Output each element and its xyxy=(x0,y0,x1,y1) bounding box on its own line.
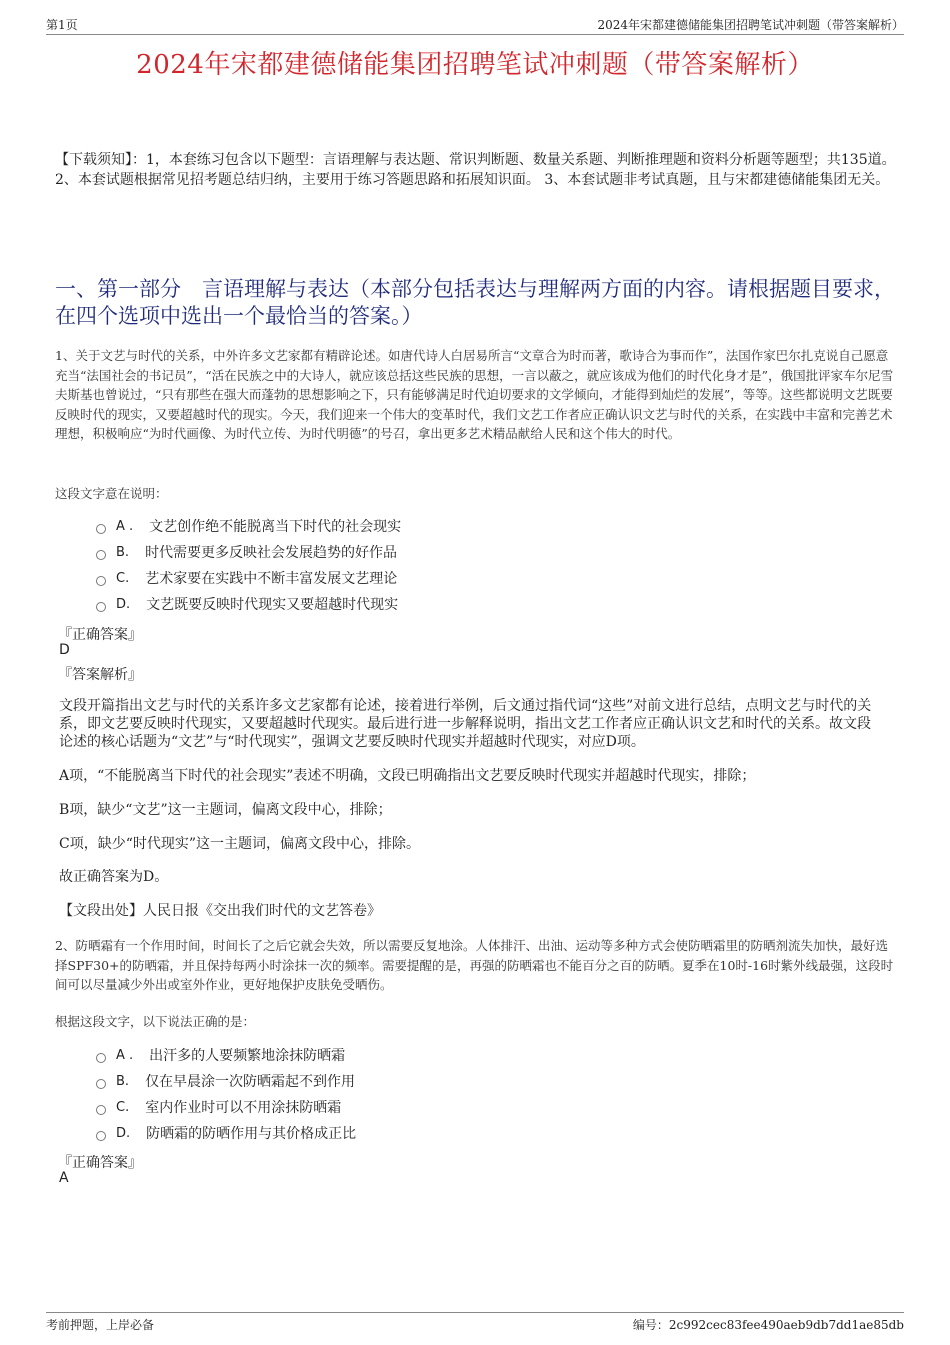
option-letter: C. xyxy=(116,1099,130,1115)
option-text: 时代需要更多反映社会发展趋势的好作品 xyxy=(145,545,398,561)
analysis-paragraph: 故正确答案为D。 xyxy=(59,869,169,885)
question-2-prompt: 根据这段文字，以下说法正确的是： xyxy=(55,1014,256,1029)
footer-serial: 编号：2c992cec83fee490aeb9db7dd1ae85db xyxy=(632,1318,904,1332)
analysis-paragraph: A项，“不能脱离当下时代的社会现实”表述不明确，文段已明确指出文艺要反映时代现实并超越时代现实，排除； xyxy=(59,768,756,784)
radio-icon[interactable] xyxy=(96,576,106,586)
option-letter: B. xyxy=(116,544,130,560)
radio-icon[interactable] xyxy=(96,602,106,612)
option-text: 文艺既要反映时代现实又要超越时代现实 xyxy=(146,597,399,613)
question-1-answer-label: 『正确答案』 xyxy=(58,627,142,643)
radio-icon[interactable] xyxy=(96,1105,106,1115)
header-doc-title: 2024年宋都建德储能集团招聘笔试冲刺题（带答案解析） xyxy=(597,18,904,32)
page-number: 第1页 xyxy=(46,18,78,32)
radio-icon[interactable] xyxy=(96,1131,106,1141)
analysis-paragraph: B项，缺少“文艺”这一主题词，偏离文段中心，排除； xyxy=(59,802,392,818)
question-1-answer: D xyxy=(59,642,70,658)
question-2-option-c[interactable] xyxy=(96,1097,341,1117)
footer-slogan: 考前押题，上岸必备 xyxy=(46,1318,155,1332)
option-letter: A . xyxy=(116,1047,134,1063)
question-2-option-a[interactable] xyxy=(96,1045,345,1065)
radio-icon[interactable] xyxy=(96,1079,106,1089)
option-text: 防晒霜的防晒作用与其价格成正比 xyxy=(146,1126,357,1142)
question-1-prompt: 这段文字意在说明： xyxy=(55,486,168,501)
option-letter: C. xyxy=(116,570,130,586)
radio-icon[interactable] xyxy=(96,524,106,534)
option-text: 艺术家要在实践中不断丰富发展文艺理论 xyxy=(145,571,398,587)
option-letter: D. xyxy=(116,596,131,612)
question-1-analysis-label: 『答案解析』 xyxy=(58,667,142,683)
section-title: 一、第一部分 言语理解与表达（本部分包括表达与理解两方面的内容。请根据题目要求，在四个选项中选出一个最恰当的答案。） xyxy=(55,277,895,328)
question-2-answer: A xyxy=(59,1170,69,1186)
question-2-option-d[interactable] xyxy=(96,1123,356,1143)
question-1-option-d[interactable] xyxy=(96,594,398,614)
download-notice: 【下载须知】：1，本套练习包含以下题型：言语理解与表达题、常识判断题、数量关系题、判断推理题和资料分析题等题型；共135道。 2、本套试题根据常见招考题总结归纳，主要用于练习答题思路和拓展知识面。 3、本套试题非考试真题，且与宋都建德储能集团无关。 xyxy=(55,152,896,188)
option-text: 文艺创作绝不能脱离当下时代的社会现实 xyxy=(149,519,402,535)
option-letter: A . xyxy=(116,518,134,534)
question-1-option-a[interactable] xyxy=(96,516,401,536)
question-1-option-b[interactable] xyxy=(96,542,397,562)
question-2-answer-label: 『正确答案』 xyxy=(58,1155,142,1171)
question-2-option-b[interactable] xyxy=(96,1071,355,1091)
question-2-stem: 2、防晒霜有一个作用时间，时间长了之后它就会失效，所以需要反复地涂。人体排汗、出油、运动等多种方式会使防晒霜里的防晒剂流失加快，最好选择SPF30+的防晒霜，并且保持每两小时涂抹一次的频率。需要提醒的是，再强的防晒霜也不能百分之百的防晒。夏季在10时-16时紫外线最强，这段时间可以尽量减少外出或室外作业，更好地保护皮肤免受晒伤。 xyxy=(55,938,894,992)
option-text: 出汗多的人要频繁地涂抹防晒霜 xyxy=(149,1048,346,1064)
page-header xyxy=(46,14,904,35)
document-title: 2024年宋都建德储能集团招聘笔试冲刺题（带答案解析） xyxy=(136,50,814,80)
option-letter: D. xyxy=(116,1125,131,1141)
question-1-stem: 1、关于文艺与时代的关系，中外许多文艺家都有精辟论述。如唐代诗人白居易所言“文章合为时而著，歌诗合为事而作”，法国作家巴尔扎克说自己愿意充当“法国社会的书记员”，“活在民族之中的大诗人，就应该总括这些民族的思想，一言以蔽之，就应该成为他们的时代化身才是”，俄国批评家车尔尼雪夫斯基也曾说过，“只有那些在强大而蓬勃的思想影响之下，只有能够满足时代迫切要求的文学倾向，才能得到灿烂的发展”，等等。这些都说明文艺既要反映时代的现实，又要超越时代的现实。今天，我们迎来一个伟大的变革时代，我们文艺工作者应正确认识文艺与时代的关系，在实践中丰富和完善艺术理想，积极响应“为时代画像、为时代立传、为时代明德”的号召，拿出更多艺术精品献给人民和这个伟大的时代。 xyxy=(55,348,894,441)
option-letter: B. xyxy=(116,1073,130,1089)
analysis-paragraph: 文段开篇指出文艺与时代的关系许多文艺家都有论述，接着进行举例，后文通过指代词“这些”对前文进行总结，点明文艺与时代的关系，即文艺要反映时代现实，又要超越时代现实。最后进行进一步解释说明，指出文艺工作者应正确认识文艺和时代的关系。故文段论述的核心话题为“文艺”与“时代现实”，强调文艺要反映时代现实并超越时代现实，对应D项。 xyxy=(59,698,872,750)
analysis-paragraph: C项，缺少“时代现实”这一主题词，偏离文段中心，排除。 xyxy=(59,836,421,852)
analysis-source: 【文段出处】人民日报《交出我们时代的文艺答卷》 xyxy=(59,903,381,919)
question-1-option-c[interactable] xyxy=(96,568,397,588)
page-footer xyxy=(46,1312,904,1333)
option-text: 仅在早晨涂一次防晒霜起不到作用 xyxy=(145,1074,356,1090)
radio-icon[interactable] xyxy=(96,1053,106,1063)
option-text: 室内作业时可以不用涂抹防晒霜 xyxy=(145,1100,342,1116)
radio-icon[interactable] xyxy=(96,550,106,560)
